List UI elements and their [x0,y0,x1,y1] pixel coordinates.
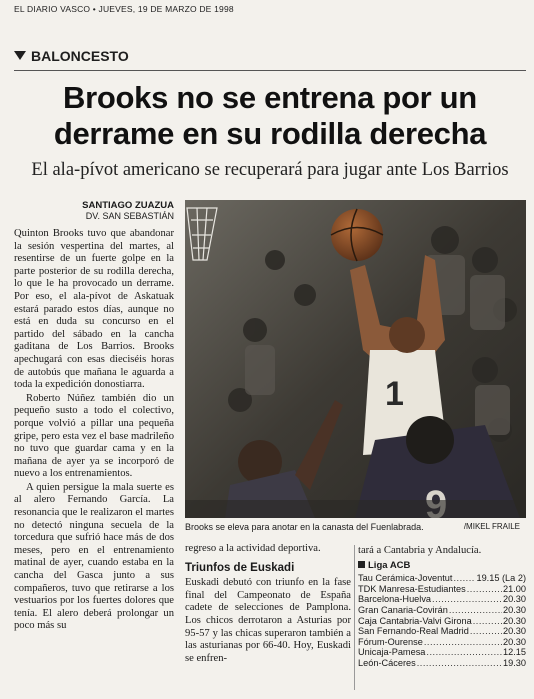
triangle-icon [14,51,26,60]
dot-leader [417,658,502,669]
result-row [358,573,526,584]
result-time: 21.00 [503,583,526,594]
result-teams: Tau Cerámica-Joventut [358,573,453,584]
square-bullet-icon [358,561,365,568]
result-teams: TDK Manresa-Estudiantes [358,583,466,594]
photo-credit: /MIKEL FRAILE [463,522,520,531]
article-column-3 [358,545,526,669]
photo-caption [185,522,526,532]
masthead: EL DIARIO VASCO • JUEVES, 19 DE MARZO DE 1998 [14,4,234,14]
result-time: 20.30 [503,626,526,637]
result-time: 19.15 (La 2) [476,573,526,584]
headline-line-2: derrame en su rodilla derecha [53,116,487,151]
result-time: 12.15 [503,647,526,658]
dot-leader [449,605,502,616]
result-teams: San Fernando-Real Madrid [358,626,469,637]
section-label-text: BALONCESTO [31,48,129,64]
result-row [358,594,526,605]
paragraph: Roberto Núñez también dio un pequeño susto a todo el colectivo, porque volvió a pillar una pequeña gripe, pero esta vez el base madrileño no tuvo que guardar cama y en la mañana de ayer ya se incorporó de nuevo a los entrenamientos. [14,392,174,480]
section-rule [14,70,526,71]
league-heading-text: Liga ACB [368,559,411,571]
paragraph: A quien persigue la mala suerte es al alero Fernando García. La resonancia que le realizaron el martes no detectó ninguna secuela de la torcedura que sufrió hace más de dos meses, pero en el entrenamiento matinal de ayer, cuando estaba en la cancha del Gasca junto a sus compañeros, tuvo que retirarse a los vestuarios por los fuertes dolores que tenía. El alero deberá prolongar un poco más su [14,481,174,632]
dot-leader [426,647,502,658]
result-teams: Barcelona-Huelva [358,594,432,605]
result-row [358,605,526,616]
result-row [358,637,526,648]
result-row [358,626,526,637]
result-teams: Fórum-Ourense [358,636,423,647]
result-time: 20.30 [503,604,526,615]
result-teams: León-Cáceres [358,657,416,668]
section-label [14,48,129,64]
byline-place: DV. SAN SEBASTIÁN [85,211,174,221]
dot-leader [424,637,502,648]
basketball-photo-illustration [185,200,526,518]
dot-leader [470,626,502,637]
article-column-1 [14,228,174,634]
subsection-heading: Triunfos de Euskadi [185,561,295,574]
result-row [358,647,526,658]
league-heading [358,560,526,573]
result-teams: Unicaja-Pamesa [358,647,426,658]
result-time: 20.30 [503,615,526,626]
dot-leader [473,616,502,627]
result-row [358,658,526,669]
news-photo [185,200,526,518]
column-divider [354,545,355,690]
article-column-2 [185,543,351,667]
subheadline: El ala-pívot americano se recuperará para jugar ante Los Barrios [31,160,509,180]
result-teams: Caja Cantabria-Valvi Girona [358,615,472,626]
headline [14,80,526,152]
result-row [358,616,526,627]
result-row [358,584,526,595]
result-time: 20.30 [503,594,526,605]
paragraph: Euskadi debutó con triunfo en la fase final del Campeonato de España cadete de selecciones de Pamplona. Los chicos derrotaron a Asturias por 95-57 y las chicas superaron también a las asturianas por 66-40. Hoy, Euskadi se enfren- [185,577,351,664]
byline [14,200,174,222]
result-time: 20.30 [503,636,526,647]
paragraph: Quinton Brooks tuvo que abandonar la sesión vespertina del martes, al resentirse de un fuerte golpe en la parte posterior de su rodilla derecha, lo que le ha provocado un derrame. Por eso, el ala-pívot de Askatuak estará parado estos días, aunque no está en duda su concurso en el partido del sábado en la cancha gaditana de Los Barrios. Brooks apechugará con esas dieciséis horas de autobús que mañana le aguarda a toda la expedición donostiarra. [14,228,174,391]
paragraph: regreso a la actividad deportiva. [185,543,321,554]
headline-line-1: Brooks no se entrena por un [63,80,477,115]
result-time: 19.30 [503,657,526,668]
result-teams: Gran Canaria-Covirán [358,604,448,615]
svg-text:1: 1 [385,375,404,413]
dot-leader [467,584,502,595]
dot-leader [432,594,502,605]
results-list [358,573,526,668]
caption-text: Brooks se eleva para anotar en la canasta del Fuenlabrada. [185,522,424,532]
dot-leader [453,573,475,584]
paragraph: tará a Cantabria y Andalucía. [358,545,482,556]
byline-author: SANTIAGO ZUAZUA [82,200,174,211]
